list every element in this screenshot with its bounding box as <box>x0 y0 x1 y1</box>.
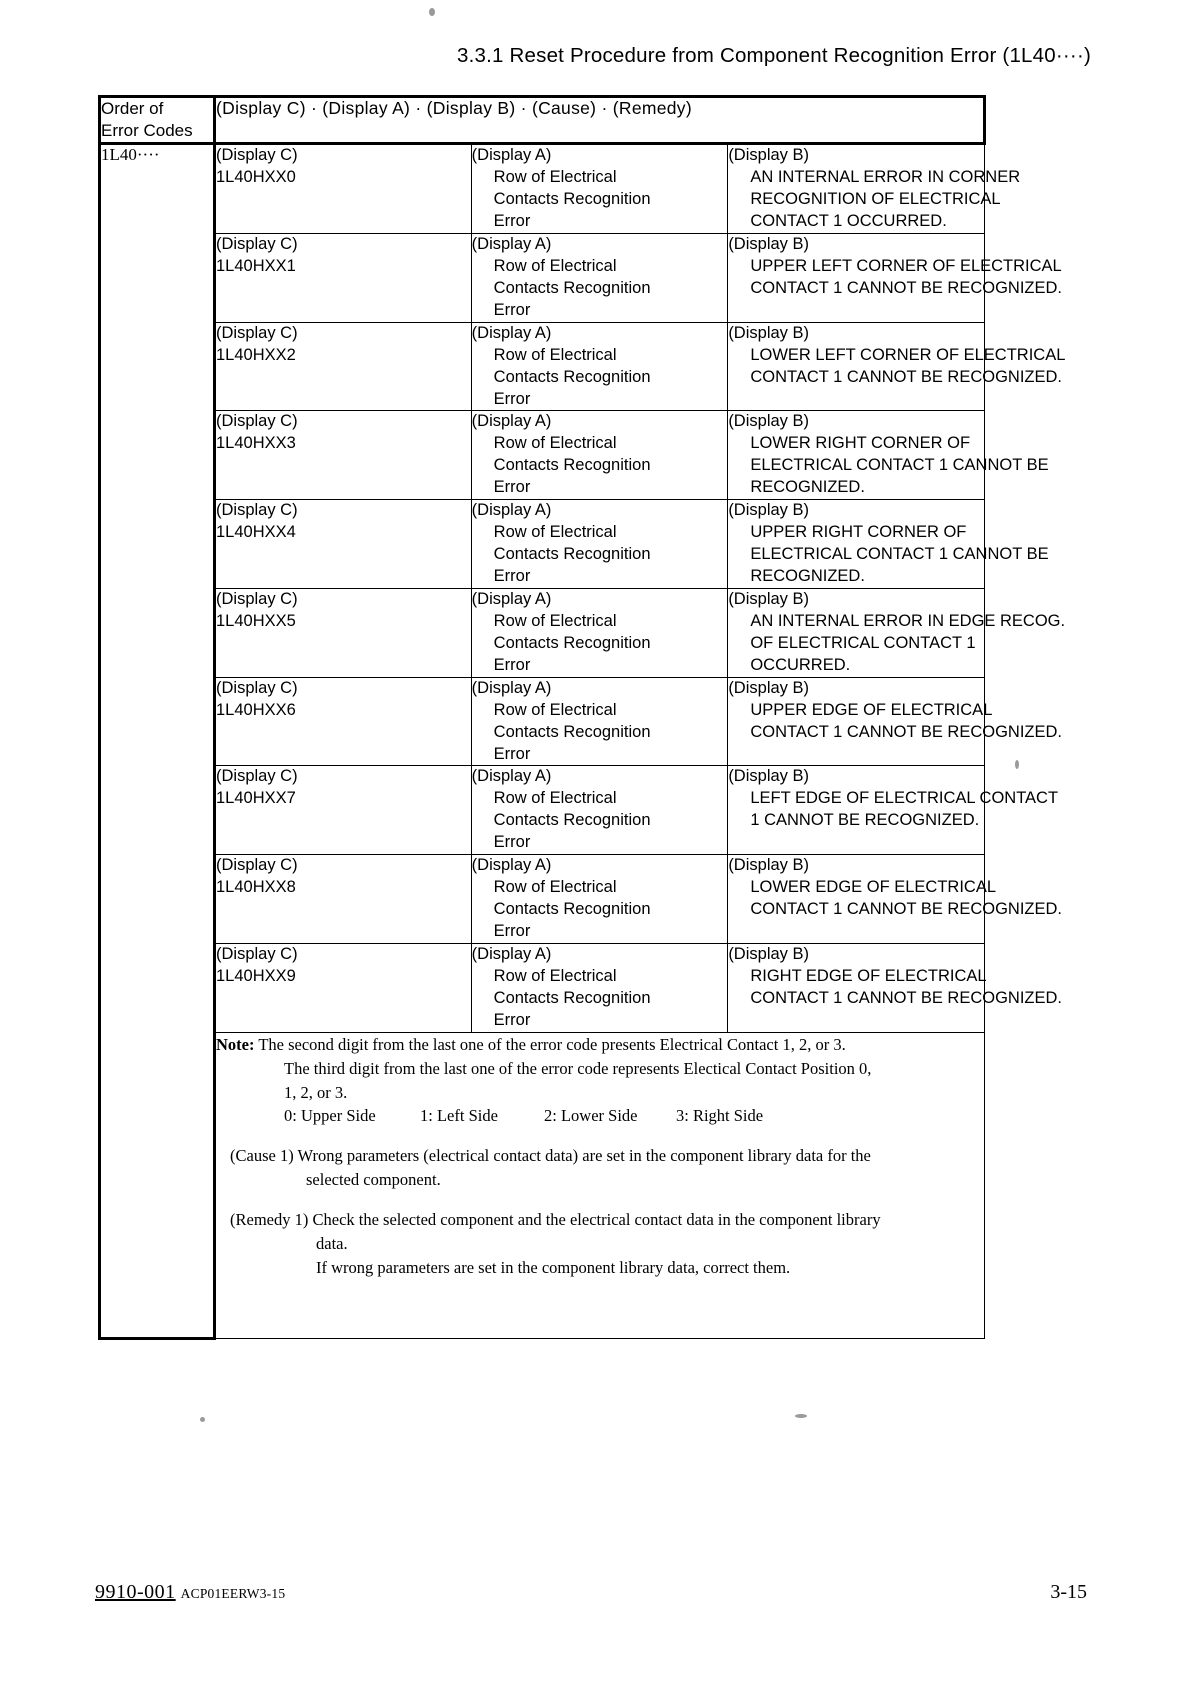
display-b-label: (Display B) <box>728 678 809 697</box>
display-a-line1: Row of Electrical <box>493 434 617 453</box>
display-a-cell <box>471 233 728 322</box>
display-a-line2: Contacts Recognition <box>493 545 651 564</box>
display-b-line3: OCCURRED. <box>750 655 851 674</box>
display-a-label: (Display A) <box>471 412 552 431</box>
display-b-line1: UPPER LEFT CORNER OF ELECTRICAL <box>750 256 1062 275</box>
header-order-of-error-codes <box>100 97 215 144</box>
display-a-cell <box>471 500 728 589</box>
display-b-line2: CONTACT 1 CANNOT BE RECOGNIZED. <box>750 900 1063 919</box>
display-b-line2: CONTACT 1 CANNOT BE RECOGNIZED. <box>750 367 1063 386</box>
header-order-line1: Order of <box>101 99 164 118</box>
display-a-label: (Display A) <box>471 944 552 963</box>
display-b-line2: ELECTRICAL CONTACT 1 CANNOT BE <box>750 545 1049 564</box>
display-b-line2: OF ELECTRICAL CONTACT 1 <box>750 633 976 652</box>
display-b-line2: ELECTRICAL CONTACT 1 CANNOT BE <box>750 456 1049 475</box>
display-c-label: (Display C) <box>216 856 298 875</box>
footer-doc-sub: ACP01EERW3-15 <box>180 1586 286 1601</box>
display-a-line3: Error <box>493 1010 531 1029</box>
display-c-label: (Display C) <box>216 589 298 608</box>
notes-row <box>100 1032 985 1338</box>
note-line3: 1, 2, or 3. <box>284 1082 348 1102</box>
display-c-label: (Display C) <box>216 234 298 253</box>
remedy-line1: Check the selected component and the electrical contact data in the component library <box>312 1210 881 1230</box>
display-a-line2: Contacts Recognition <box>493 633 651 652</box>
display-c-value: 1L40HXX1 <box>216 256 296 275</box>
display-c-value: 1L40HXX7 <box>216 789 296 808</box>
display-a-cell <box>471 766 728 855</box>
display-a-line3: Error <box>493 567 531 585</box>
display-a-cell <box>471 411 728 500</box>
display-a-line3: Error <box>493 744 531 763</box>
display-a-label: (Display A) <box>471 678 552 697</box>
table-header-row <box>100 97 985 144</box>
display-b-label: (Display B) <box>728 146 809 165</box>
footer-document-code <box>95 1581 285 1604</box>
display-b-line3: RECOGNIZED. <box>750 478 865 497</box>
display-c-cell <box>215 588 472 677</box>
display-a-cell <box>471 855 728 944</box>
table-row <box>100 322 985 411</box>
display-c-value: 1L40HXX0 <box>216 168 296 187</box>
display-c-label: (Display C) <box>216 678 298 697</box>
display-c-label: (Display C) <box>216 146 298 165</box>
display-c-cell <box>215 322 472 411</box>
display-b-line1: LOWER RIGHT CORNER OF <box>750 434 971 453</box>
note-line2-wrap <box>216 1057 984 1081</box>
note-line2: The third digit from the last one of the error code represents Electical Contact Position 0, <box>284 1058 872 1078</box>
table-row <box>100 144 985 234</box>
display-a-line2: Contacts Recognition <box>493 367 651 386</box>
display-c-value: 1L40HXX8 <box>216 878 296 897</box>
display-c-cell <box>215 233 472 322</box>
note-side-3: 3: Right Side <box>676 1106 764 1126</box>
display-b-cell <box>728 677 1063 766</box>
display-a-line1: Row of Electrical <box>493 789 617 808</box>
scan-speck <box>200 1417 205 1422</box>
display-b-line1: LOWER EDGE OF ELECTRICAL <box>750 878 997 897</box>
header-order-line2: Error Codes <box>101 121 193 141</box>
display-a-line3: Error <box>493 833 531 852</box>
note-label: Note: <box>216 1034 255 1054</box>
display-c-label: (Display C) <box>216 944 298 963</box>
note-line3-wrap <box>216 1081 984 1105</box>
display-a-label: (Display A) <box>471 856 552 875</box>
display-a-line2: Contacts Recognition <box>493 988 651 1007</box>
display-a-label: (Display A) <box>471 323 552 342</box>
order-code-cell: 1L40···· <box>100 144 215 1339</box>
footer-page-number: 3-15 <box>1050 1581 1087 1603</box>
display-b-cell <box>728 588 1066 677</box>
display-c-label: (Display C) <box>216 767 298 786</box>
display-a-line1: Row of Electrical <box>493 878 617 897</box>
header-legend: (Display C) · (Display A) · (Display B) · (Cause) · (Remedy) <box>215 97 985 144</box>
display-c-cell <box>215 766 472 855</box>
display-b-line1: LEFT EDGE OF ELECTRICAL CONTACT <box>750 789 1059 808</box>
display-b-label: (Display B) <box>728 944 809 963</box>
display-a-line1: Row of Electrical <box>493 700 617 719</box>
display-b-label: (Display B) <box>728 856 809 875</box>
note-side-2: 2: Lower Side <box>544 1106 638 1126</box>
display-c-cell <box>215 677 472 766</box>
display-a-line3: Error <box>493 300 531 319</box>
display-a-label: (Display A) <box>471 767 552 786</box>
table-row <box>100 677 985 766</box>
display-a-line2: Contacts Recognition <box>493 278 651 297</box>
display-b-line1: AN INTERNAL ERROR IN CORNER <box>750 168 1021 187</box>
display-a-label: (Display A) <box>471 234 552 253</box>
display-b-line1: UPPER RIGHT CORNER OF <box>750 523 967 542</box>
cause-line1: Wrong parameters (electrical contact data) are set in the component library data for the <box>297 1146 871 1166</box>
display-a-line1: Row of Electrical <box>493 345 617 364</box>
display-a-label: (Display A) <box>471 146 552 165</box>
display-b-label: (Display B) <box>728 412 809 431</box>
cause-label: (Cause 1) <box>230 1146 294 1166</box>
display-c-cell <box>215 943 472 1032</box>
display-a-line2: Contacts Recognition <box>493 900 651 919</box>
display-b-line2: RECOGNITION OF ELECTRICAL <box>750 190 1001 209</box>
display-c-value: 1L40HXX9 <box>216 966 296 985</box>
table-row <box>100 943 985 1032</box>
note-side-0: 0: Upper Side <box>284 1106 376 1126</box>
page-title: 3.3.1 Reset Procedure from Component Recognition Error (1L40····) <box>457 44 1091 67</box>
display-a-line3: Error <box>493 922 531 940</box>
display-b-line1: RIGHT EDGE OF ELECTRICAL <box>750 966 987 985</box>
display-b-cell <box>728 855 1063 944</box>
display-b-label: (Display B) <box>728 501 809 520</box>
remedy-line2: data. <box>316 1234 348 1254</box>
display-c-label: (Display C) <box>216 412 298 431</box>
display-a-line2: Contacts Recognition <box>493 456 651 475</box>
display-b-label: (Display B) <box>728 323 809 342</box>
note-block <box>216 1033 984 1057</box>
display-b-line1: UPPER EDGE OF ELECTRICAL <box>750 700 993 719</box>
display-a-cell <box>471 943 728 1032</box>
scan-speck <box>1015 760 1019 769</box>
display-b-label: (Display B) <box>728 589 809 608</box>
display-a-line2: Contacts Recognition <box>493 190 651 209</box>
display-b-cell <box>728 144 1021 234</box>
scan-speck <box>429 8 435 16</box>
display-b-line2: CONTACT 1 CANNOT BE RECOGNIZED. <box>750 988 1063 1007</box>
remedy-label: (Remedy 1) <box>230 1210 309 1230</box>
display-c-value: 1L40HXX3 <box>216 434 296 453</box>
display-a-line3: Error <box>493 212 531 230</box>
display-a-cell <box>471 144 728 234</box>
display-a-line1: Row of Electrical <box>493 523 617 542</box>
display-c-value: 1L40HXX2 <box>216 345 296 364</box>
display-b-line3: RECOGNIZED. <box>750 567 865 585</box>
error-code-table <box>98 95 1066 1340</box>
display-b-line1: AN INTERNAL ERROR IN EDGE RECOG. <box>750 611 1066 630</box>
notes-spacer <box>216 1280 984 1338</box>
display-c-value: 1L40HXX6 <box>216 700 296 719</box>
display-a-line3: Error <box>493 478 531 497</box>
display-a-line1: Row of Electrical <box>493 611 617 630</box>
display-a-line2: Contacts Recognition <box>493 811 651 830</box>
cause-line2: selected component. <box>306 1170 441 1190</box>
display-a-line1: Row of Electrical <box>493 966 617 985</box>
display-c-cell <box>215 500 472 589</box>
display-b-label: (Display B) <box>728 767 809 786</box>
display-a-label: (Display A) <box>471 589 552 608</box>
display-c-cell <box>215 855 472 944</box>
display-b-line2: CONTACT 1 CANNOT BE RECOGNIZED. <box>750 278 1063 297</box>
display-b-cell <box>728 233 1063 322</box>
remedy-line3: If wrong parameters are set in the component library data, correct them. <box>316 1258 791 1278</box>
display-c-label: (Display C) <box>216 501 298 520</box>
display-b-line3: CONTACT 1 OCCURRED. <box>750 212 947 230</box>
note-line1: The second digit from the last one of the error code presents Electrical Contact 1, 2, or 3. <box>258 1034 846 1054</box>
table-row <box>100 766 985 855</box>
display-c-cell <box>215 411 472 500</box>
scan-speck <box>795 1414 807 1418</box>
display-a-line3: Error <box>493 655 531 674</box>
display-b-cell <box>728 943 1063 1032</box>
display-c-label: (Display C) <box>216 323 298 342</box>
table-row <box>100 411 985 500</box>
display-b-line2: 1 CANNOT BE RECOGNIZED. <box>750 811 980 830</box>
note-side-1: 1: Left Side <box>420 1106 498 1126</box>
notes-cell <box>215 1032 985 1338</box>
table-row <box>100 500 985 589</box>
display-b-cell <box>728 766 1059 855</box>
remedy-block <box>216 1208 984 1280</box>
display-c-value: 1L40HXX4 <box>216 523 296 542</box>
note-sides <box>216 1104 984 1128</box>
display-b-cell <box>728 322 1066 411</box>
display-a-line3: Error <box>493 389 531 408</box>
footer-doc-number: 9910-001 <box>95 1581 176 1603</box>
display-a-cell <box>471 588 728 677</box>
display-a-line1: Row of Electrical <box>493 256 617 275</box>
display-c-cell <box>215 144 472 234</box>
display-a-line2: Contacts Recognition <box>493 722 651 741</box>
display-a-line1: Row of Electrical <box>493 168 617 187</box>
display-b-cell <box>728 411 1049 500</box>
display-a-cell <box>471 677 728 766</box>
table-row <box>100 588 985 677</box>
display-c-value: 1L40HXX5 <box>216 611 296 630</box>
display-b-cell <box>728 500 1049 589</box>
display-a-cell <box>471 322 728 411</box>
table-row <box>100 855 985 944</box>
display-b-line2: CONTACT 1 CANNOT BE RECOGNIZED. <box>750 722 1063 741</box>
display-a-label: (Display A) <box>471 501 552 520</box>
table-row <box>100 233 985 322</box>
cause-block <box>216 1144 984 1192</box>
display-b-line1: LOWER LEFT CORNER OF ELECTRICAL <box>750 345 1066 364</box>
display-b-label: (Display B) <box>728 234 809 253</box>
